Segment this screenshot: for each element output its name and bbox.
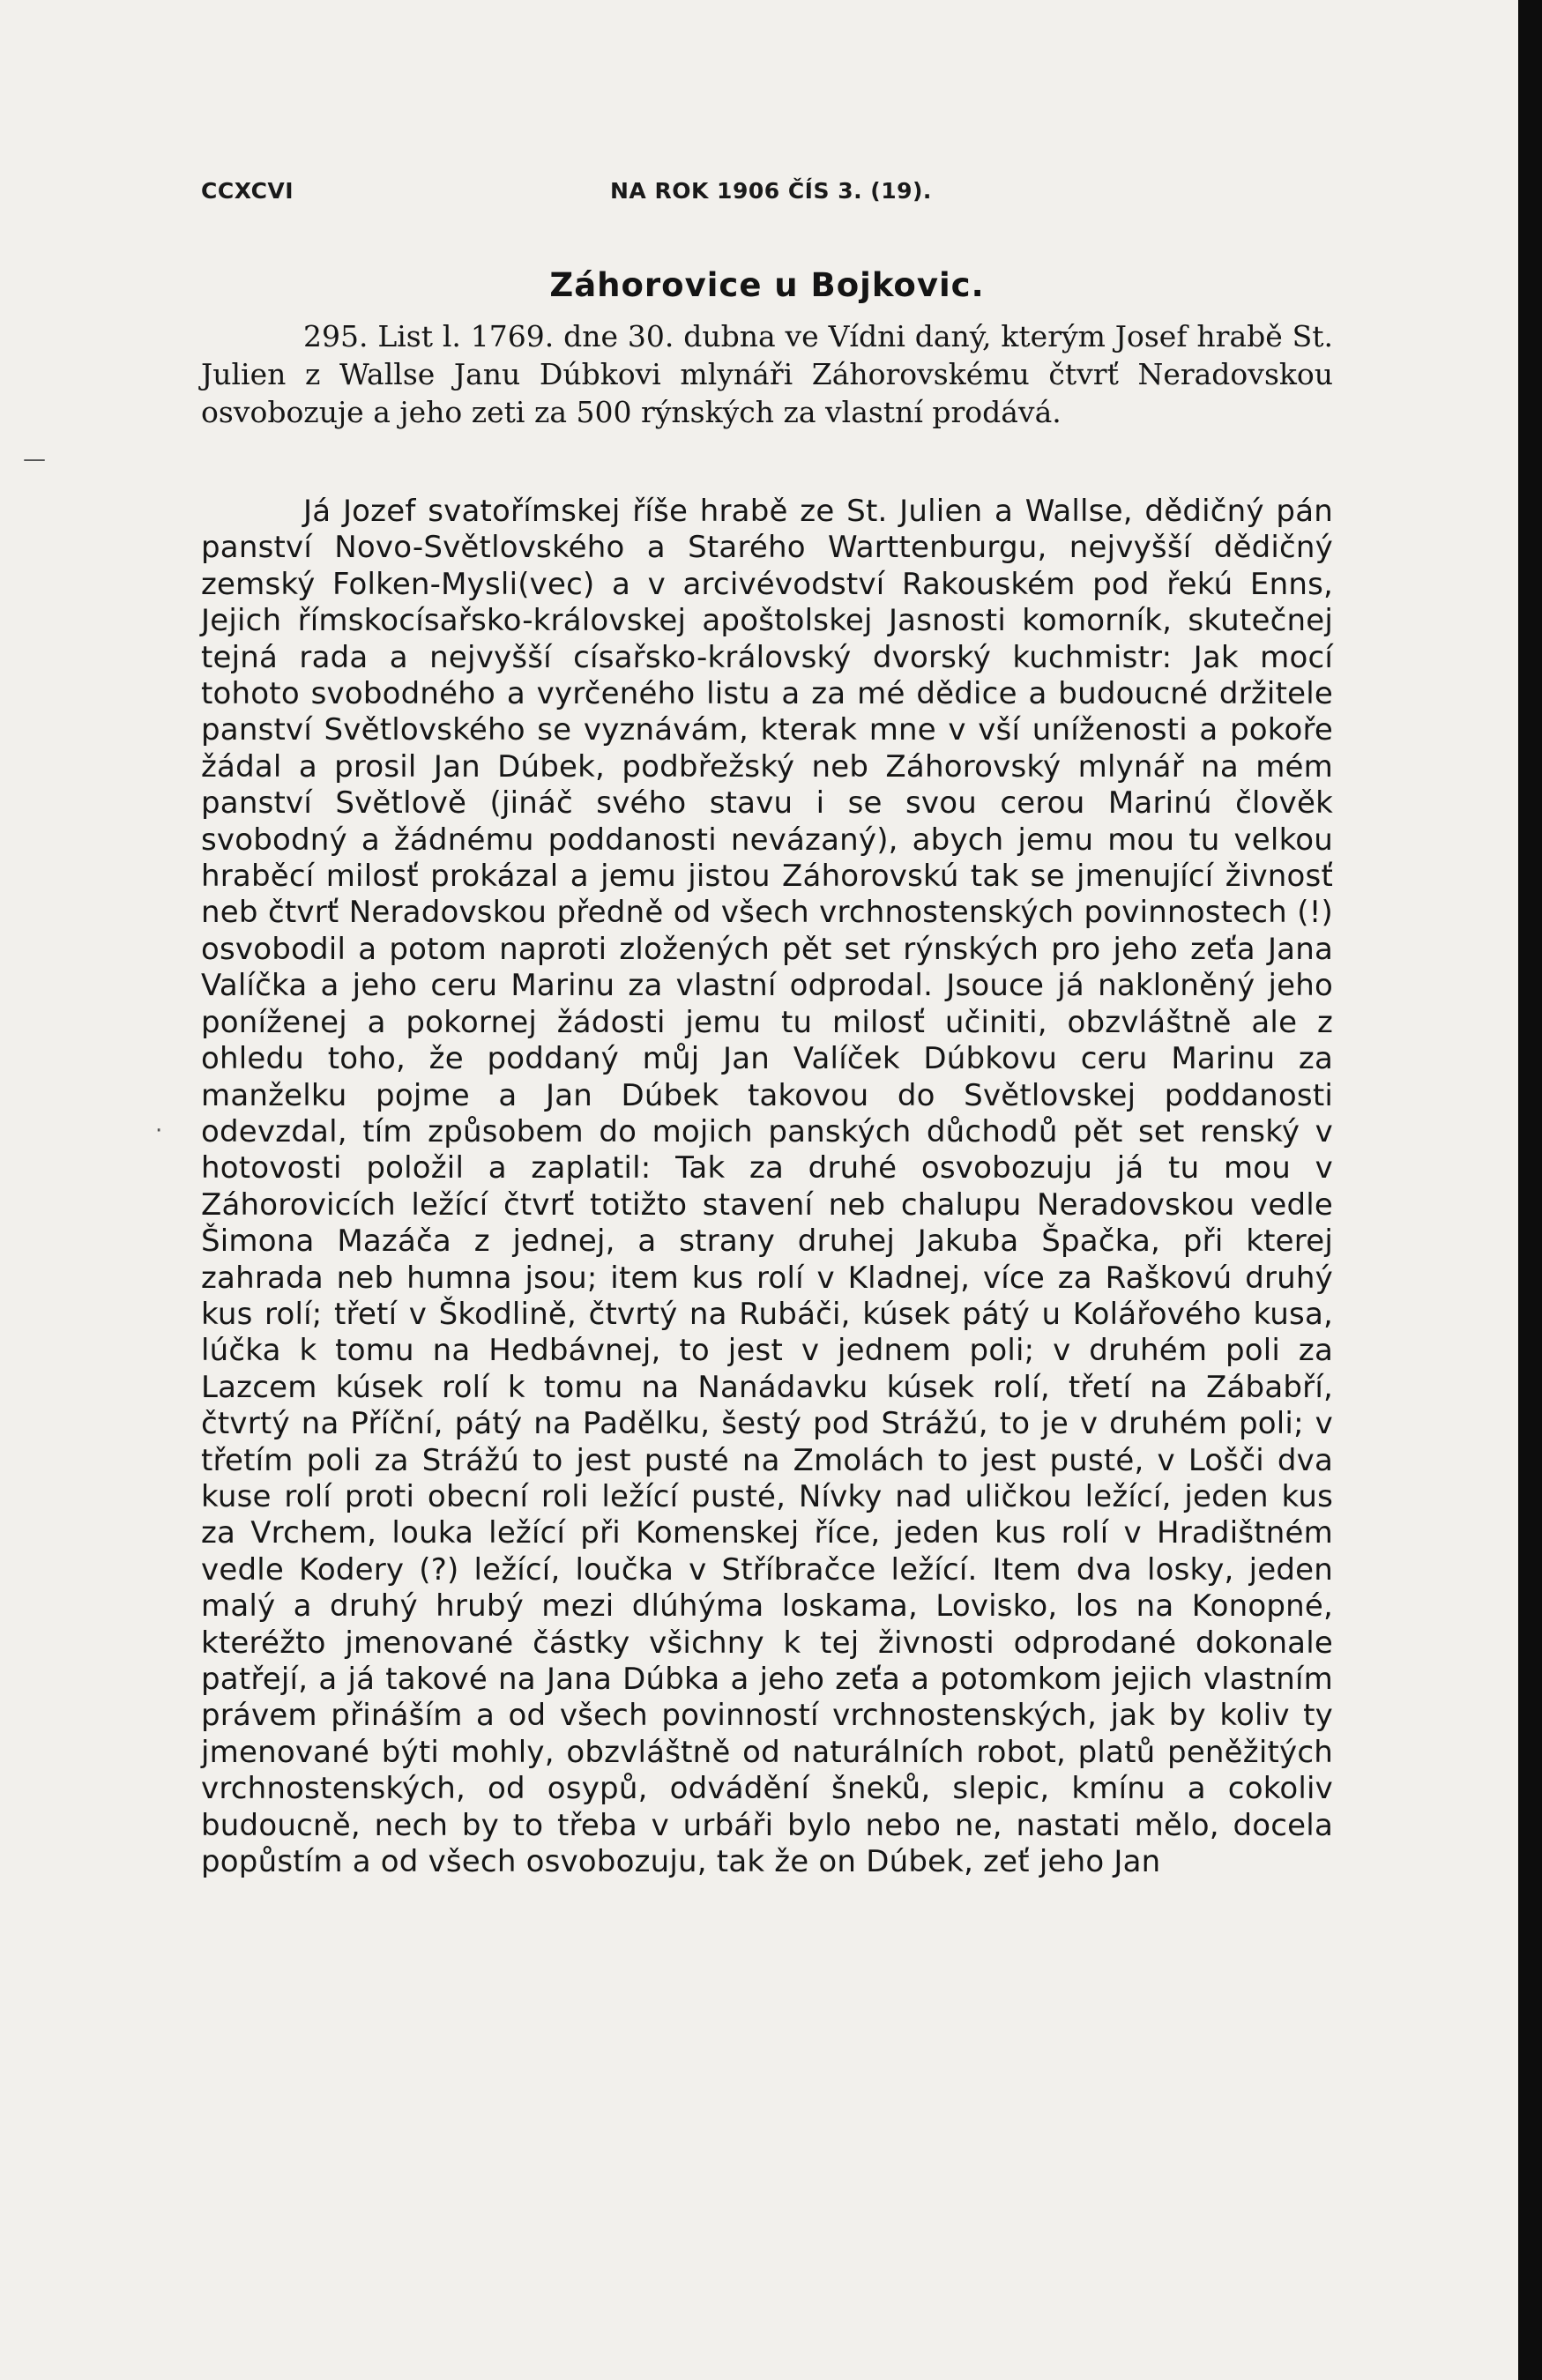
page-header [201, 178, 1330, 213]
margin-dot-mark: · [155, 1118, 163, 1144]
scan-edge [1518, 0, 1542, 2380]
running-title: NA ROK 1906 ČÍS 3. (19). [610, 178, 932, 204]
page-number: CCXCVI [201, 178, 294, 204]
margin-dash-mark: — [23, 446, 46, 472]
section-title: Záhorovice u Bojkovic. [549, 266, 985, 304]
body-paragraph: Já Jozef svatořímskej říše hrabě ze St. Julien a Wallse, dědičný pán panství Novo-Světlovského a Starého Warttenburgu, nejvyšší dědičný zemský Folken-Mysli(vec) a v arcivévodství Rakouském pod řekú Enns, Jejich římskocísařsko-královskej apoštolskej Jasnosti komorník, skutečnej tejná rada a nejvyšší císařsko-královský dvorský kuchmistr: Jak mocí tohoto svobodného a vyrčeného listu a za mé dědice a budoucné držitele panství Světlovského se vyznávám, kterak mne v vší uníženosti a pokoře žádal a prosil Jan Dúbek, podbřežský neb Záhorovský mlynář na mém panství Světlově (jináč svého stavu i se svou cerou Marinú člověk svobodný a žádnému poddanosti nevázaný), abych jemu mou tu velkou hraběcí milosť prokázal a jemu jistou Záhorovskú tak se jmenující živnosť neb čtvrť Neradovskou předně od všech vrchnostenských povinnostech (!) osvobodil a potom naproti zložených pět set rýnských pro jeho zeťa Jana Valíčka a jeho ceru Marinu za vlastní odprodal. Jsouce já nakloněný jeho poníženej a pokornej žádosti jemu tu milosť učiniti, obzvláštně ale z ohledu toho, že poddaný můj Jan Valíček Dúbkovu ceru Marinu za manželku pojme a Jan Dúbek takovou do Světlovskej poddanosti odevzdal, tím způsobem do mojich panských důchodů pět set renský v hotovosti položil a zaplatil: Tak za druhé osvobozuju já tu mou v Záhorovicích ležící čtvrť totižto stavení neb chalupu Neradovskou vedle Šimona Mazáča z jednej, a strany druhej Jakuba Špačka, při kterej zahrada neb humna jsou; item kus rolí v Kladnej, více za Raškovú druhý kus rolí; třetí v Škodlině, čtvrtý na Rubáči, kúsek pátý u Kolářového kusa, lúčka k tomu na Hedbávnej, to jest v jednem poli; v druhém poli za Lazcem kúsek rolí k tomu na Nanádavku kúsek rolí, třetí na Zábabří, čtvrtý na Příční, pátý na Padělku, šestý pod Strážú, to je v druhém poli; v třetím poli za Strážú to jest pusté na Zmolách to jest pusté, v Lošči dva kuse rolí proti obecní roli ležící pusté, Nívky nad uličkou ležící, jeden kus za Vrchem, louka ležící při Komenskej říce, jeden kus rolí v Hradištném vedle Kodery (?) ležící, loučka v Stříbračce ležící. Item dva losky, jeden malý a druhý hrubý mezi dlúhýma loskama, Lovisko, los na Konopné, kteréžto jmenované částky všichny k tej živnosti odprodané dokonale patřejí, a já takové na Jana Dúbka a jeho zeťa a potomkom jejich vlastním právem přináším a od všech povinností vrchnostenských, jak by koliv ty jmenované býti mohly, obzvláštně od naturálních robot, platů peněžitých vrchnostenských, od osypů, odvádění šneků, slepic, kmínu a cokoliv budoucně, nech by to třeba v urbáři bylo nebo ne, nastati mělo, docela popůstím a od všech osvobozuju, tak že on Dúbek, zeť jeho Jan [201, 494, 1333, 1880]
intro-paragraph: 295. List l. 1769. dne 30. dubna ve Vídni daný, kterým Josef hrabě St. Julien z Wallse Janu Dúbkovi mlynáři Záhorovskému čtvrť Neradovskou osvobozuje a jeho zeti za 500 rýnských za vlastní prodává. [201, 319, 1333, 429]
